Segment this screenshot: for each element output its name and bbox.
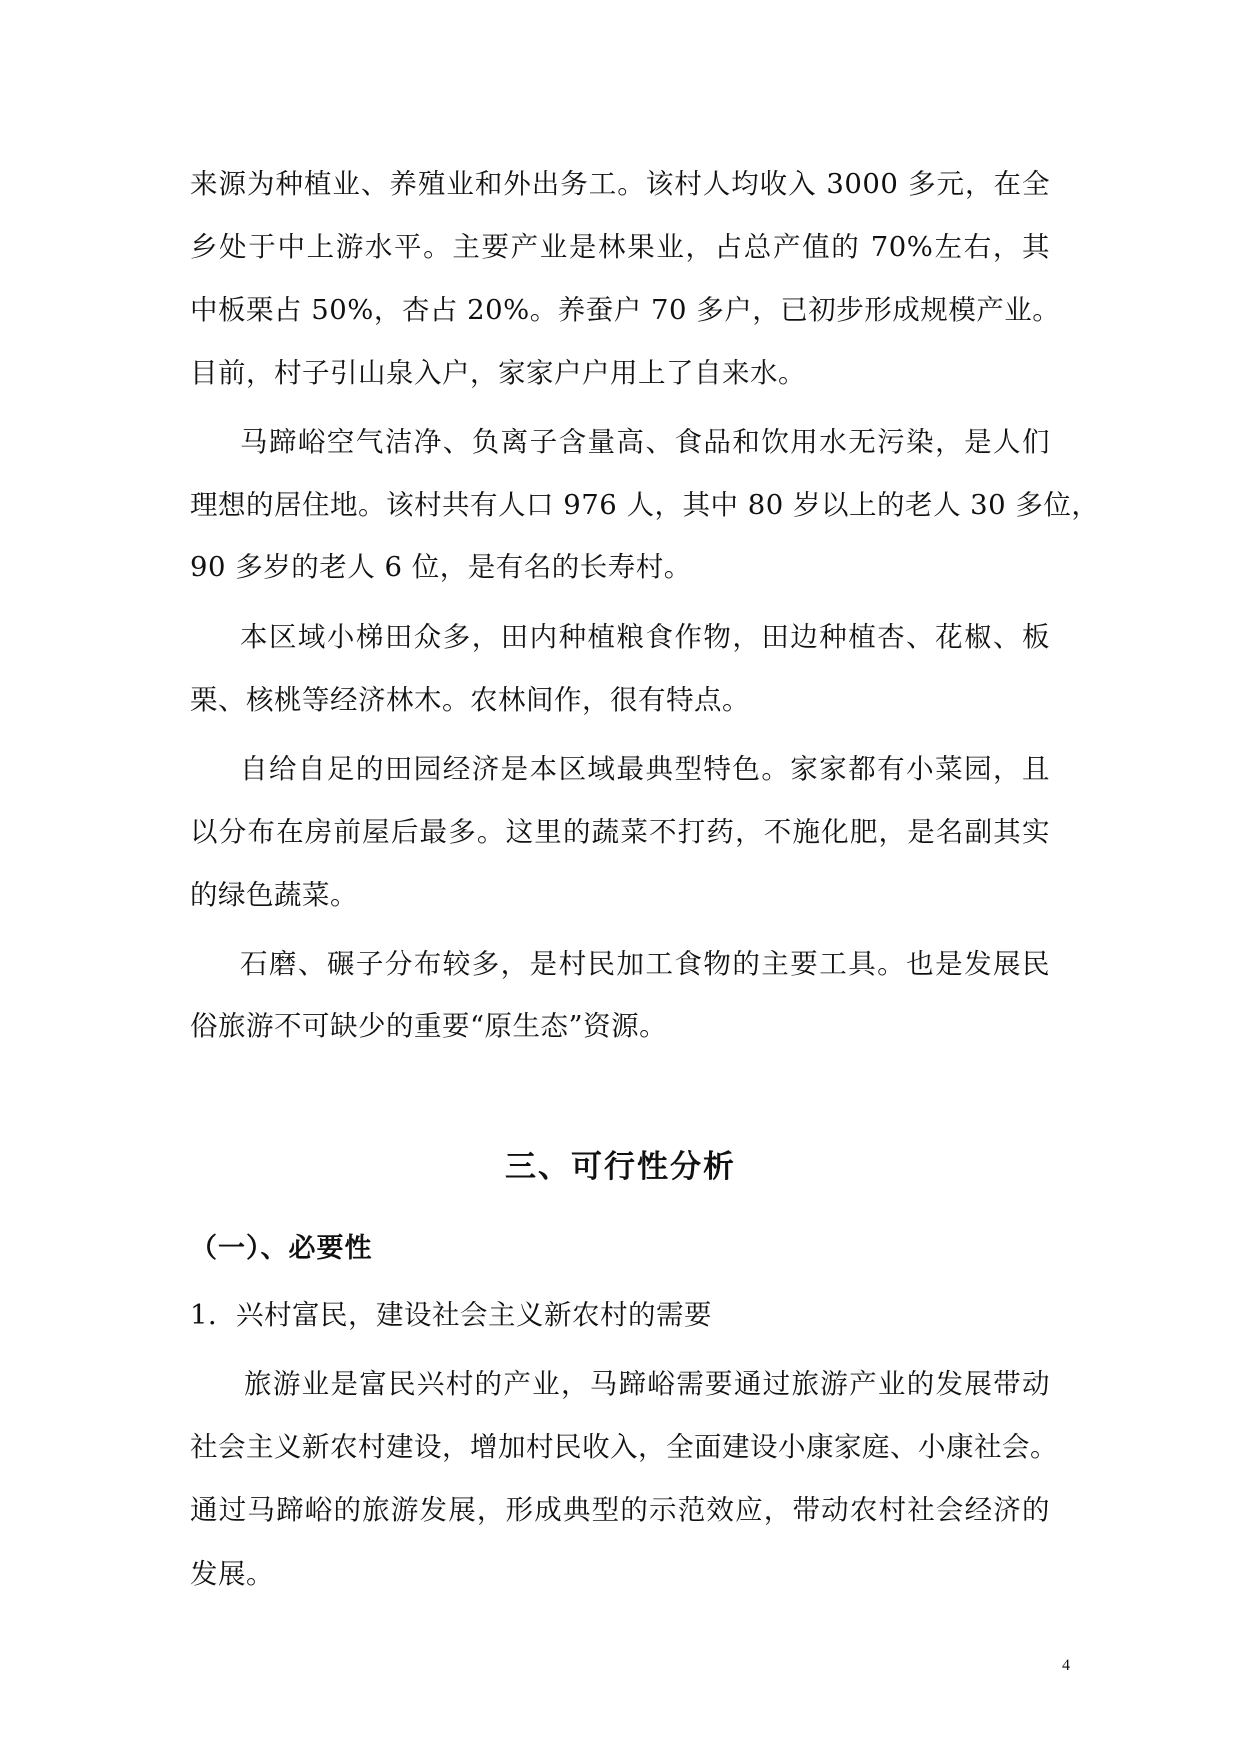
item-title: 1．兴村富民，建设社会主义新农村的需要 — [190, 1299, 712, 1331]
text-line: 社会主义新农村建设，增加村民收入，全面建设小康家庭、小康社会。 — [190, 1431, 1058, 1463]
text-line: 发展。 — [190, 1558, 274, 1590]
text-line: 自给自足的田园经济是本区域最典型特色。家家都有小菜园，且 — [240, 753, 1050, 785]
subsection-title: （一）、必要性 — [190, 1233, 373, 1264]
text-line: 栗、核桃等经济林木。农林间作，很有特点。 — [190, 684, 750, 716]
text-line: 俗旅游不可缺少的重要“原生态”资源。 — [190, 1010, 668, 1042]
text-line: 90 多岁的老人 6 位，是有名的长寿村。 — [190, 551, 692, 583]
text-line: 马蹄峪空气洁净、负离子含量高、食品和饮用水无污染，是人们 — [240, 426, 1050, 458]
text-line: 理想的居住地。该村共有人口 976 人，其中 80 岁以上的老人 30 多位， — [190, 489, 1100, 521]
text-line: 石磨、碾子分布较多，是村民加工食物的主要工具。也是发展民 — [240, 948, 1050, 980]
text-line: 以分布在房前屋后最多。这里的蔬菜不打药，不施化肥，是名副其实 — [190, 816, 1050, 848]
text-line: 乡处于中上游水平。主要产业是林果业，占总产值的 70%左右，其 — [190, 231, 1050, 263]
text-line: 目前，村子引山泉入户，家家户户用上了自来水。 — [190, 357, 806, 389]
text-line: 来源为种植业、养殖业和外出务工。该村人均收入 3000 多元，在全 — [190, 168, 1050, 200]
text-line: 中板栗占 50%，杏占 20%。养蚕户 70 多户，已初步形成规模产业。 — [190, 294, 1061, 326]
text-line: 的绿色蔬菜。 — [190, 879, 358, 911]
text-line: 旅游业是富民兴村的产业，马蹄峪需要通过旅游产业的发展带动 — [244, 1368, 1050, 1400]
page-number: 4 — [1062, 1657, 1070, 1674]
text-line: 本区域小梯田众多，田内种植粮食作物，田边种植杏、花椒、板 — [240, 621, 1050, 653]
section-title: 三、可行性分析 — [505, 1149, 736, 1185]
text-line: 通过马蹄峪的旅游发展，形成典型的示范效应，带动农村社会经济的 — [190, 1494, 1050, 1526]
